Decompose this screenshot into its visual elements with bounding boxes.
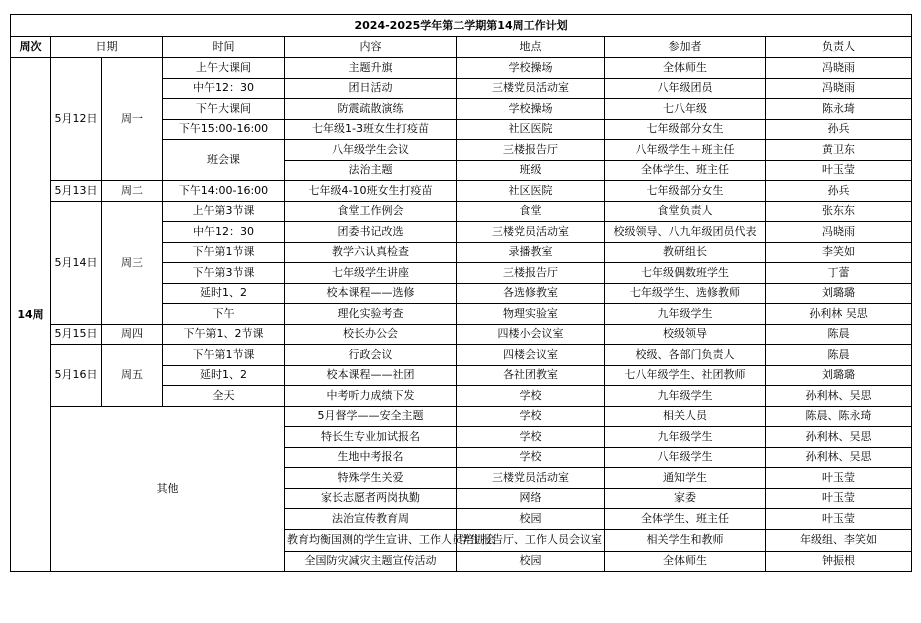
date-cell: 5月12日 xyxy=(51,58,102,181)
owner-cell: 李笑如 xyxy=(766,242,912,263)
header-owner: 负责人 xyxy=(766,37,912,58)
other-label-cell: 其他 xyxy=(51,406,285,572)
owner-cell: 钟振根 xyxy=(766,551,912,572)
time-cell: 延时1、2 xyxy=(163,365,285,386)
time-cell: 中午12：30 xyxy=(163,222,285,243)
content-cell: 教育均衡国测的学生宣讲、工作人员培训会 xyxy=(285,529,457,551)
content-cell: 主题升旗 xyxy=(285,58,457,79)
attendees-cell: 八年级团员 xyxy=(605,78,766,99)
owner-cell: 叶玉莹 xyxy=(766,468,912,489)
date-cell: 5月14日 xyxy=(51,201,102,324)
time-cell: 全天 xyxy=(163,386,285,407)
attendees-cell: 教研组长 xyxy=(605,242,766,263)
header-place: 地点 xyxy=(457,37,605,58)
time-cell: 中午12：30 xyxy=(163,78,285,99)
owner-cell: 孙兵 xyxy=(766,119,912,140)
attendees-cell: 校级、各部门负责人 xyxy=(605,345,766,366)
header-date: 日期 xyxy=(51,37,163,58)
content-cell: 校长办公会 xyxy=(285,324,457,345)
time-cell: 下午14:00-16:00 xyxy=(163,181,285,202)
attendees-cell: 七八年级学生、社团教师 xyxy=(605,365,766,386)
place-cell: 各社团教室 xyxy=(457,365,605,386)
time-cell: 下午大课间 xyxy=(163,99,285,120)
attendees-cell: 七年级部分女生 xyxy=(605,181,766,202)
attendees-cell: 相关人员 xyxy=(605,406,766,427)
content-cell: 理化实验考查 xyxy=(285,304,457,325)
owner-cell: 叶玉莹 xyxy=(766,509,912,530)
time-cell: 下午第1节课 xyxy=(163,242,285,263)
content-cell: 教学六认真检查 xyxy=(285,242,457,263)
place-cell: 三楼党员活动室 xyxy=(457,468,605,489)
place-cell: 录播教室 xyxy=(457,242,605,263)
owner-cell: 叶玉莹 xyxy=(766,160,912,181)
place-cell: 物理实验室 xyxy=(457,304,605,325)
attendees-cell: 七年级学生、选修教师 xyxy=(605,283,766,304)
place-cell: 班级 xyxy=(457,160,605,181)
weekday-cell: 周三 xyxy=(102,201,163,324)
time-cell: 上午第3节课 xyxy=(163,201,285,222)
content-cell: 七年级学生讲座 xyxy=(285,263,457,284)
place-cell: 社区医院 xyxy=(457,181,605,202)
content-cell: 食堂工作例会 xyxy=(285,201,457,222)
place-cell: 三楼党员活动室 xyxy=(457,78,605,99)
attendees-cell: 相关学生和教师 xyxy=(605,529,766,551)
owner-cell: 孙利林、吴思 xyxy=(766,386,912,407)
owner-cell: 陈永琦 xyxy=(766,99,912,120)
work-plan-table xyxy=(10,14,912,572)
place-cell: 学校 xyxy=(457,406,605,427)
header-week: 周次 xyxy=(11,37,51,58)
owner-cell: 孙利林 吴思 xyxy=(766,304,912,325)
owner-cell: 冯晓雨 xyxy=(766,78,912,99)
attendees-cell: 八年级学生＋班主任 xyxy=(605,140,766,161)
attendees-cell: 食堂负责人 xyxy=(605,201,766,222)
content-cell: 八年级学生会议 xyxy=(285,140,457,161)
time-cell: 下午第1、2节课 xyxy=(163,324,285,345)
place-cell: 学校操场 xyxy=(457,58,605,79)
owner-cell: 冯晓雨 xyxy=(766,58,912,79)
place-cell: 社区医院 xyxy=(457,119,605,140)
content-cell: 校本课程——社团 xyxy=(285,365,457,386)
content-cell: 特长生专业加试报名 xyxy=(285,427,457,448)
owner-cell: 孙利林、吴思 xyxy=(766,447,912,468)
content-cell: 法治宣传教育周 xyxy=(285,509,457,530)
attendees-cell: 全体学生、班主任 xyxy=(605,509,766,530)
weekday-cell: 周二 xyxy=(102,181,163,202)
attendees-cell: 七八年级 xyxy=(605,99,766,120)
place-cell: 三楼报告厅 xyxy=(457,140,605,161)
time-cell: 班会课 xyxy=(163,140,285,181)
weekday-cell: 周五 xyxy=(102,345,163,407)
place-cell: 学校 xyxy=(457,427,605,448)
content-cell: 法治主题 xyxy=(285,160,457,181)
content-cell: 七年级1-3班女生打疫苗 xyxy=(285,119,457,140)
place-cell: 三楼党员活动室 xyxy=(457,222,605,243)
place-cell: 学校操场 xyxy=(457,99,605,120)
time-cell: 下午第1节课 xyxy=(163,345,285,366)
attendees-cell: 家委 xyxy=(605,488,766,509)
content-cell: 中考听力成绩下发 xyxy=(285,386,457,407)
owner-cell: 孙兵 xyxy=(766,181,912,202)
owner-cell: 陈晨、陈永琦 xyxy=(766,406,912,427)
time-cell: 上午大课间 xyxy=(163,58,285,79)
place-cell: 学校 xyxy=(457,447,605,468)
owner-cell: 黄卫东 xyxy=(766,140,912,161)
content-cell: 行政会议 xyxy=(285,345,457,366)
date-cell: 5月15日 xyxy=(51,324,102,345)
attendees-cell: 校级领导、八九年级团员代表 xyxy=(605,222,766,243)
owner-cell: 刘璐璐 xyxy=(766,283,912,304)
place-cell: 四楼会议室 xyxy=(457,345,605,366)
table-title: 2024-2025学年第二学期第14周工作计划 xyxy=(11,15,912,37)
week-cell: 14周 xyxy=(11,58,51,572)
date-cell: 5月16日 xyxy=(51,345,102,407)
attendees-cell: 九年级学生 xyxy=(605,386,766,407)
attendees-cell: 校级领导 xyxy=(605,324,766,345)
content-cell: 5月督学——安全主题 xyxy=(285,406,457,427)
time-cell: 延时1、2 xyxy=(163,283,285,304)
owner-cell: 年级组、李笑如 xyxy=(766,529,912,551)
place-cell: 校园 xyxy=(457,551,605,572)
content-cell: 校本课程——选修 xyxy=(285,283,457,304)
place-cell: 四楼小会议室 xyxy=(457,324,605,345)
content-cell: 家长志愿者两岗执勤 xyxy=(285,488,457,509)
owner-cell: 丁蕾 xyxy=(766,263,912,284)
owner-cell: 张东东 xyxy=(766,201,912,222)
place-cell: 校园 xyxy=(457,509,605,530)
content-cell: 团日活动 xyxy=(285,78,457,99)
place-cell: 学生报告厅、工作人员会议室 xyxy=(457,529,605,551)
date-cell: 5月13日 xyxy=(51,181,102,202)
owner-cell: 刘璐璐 xyxy=(766,365,912,386)
place-cell: 三楼报告厅 xyxy=(457,263,605,284)
content-cell: 生地中考报名 xyxy=(285,447,457,468)
attendees-cell: 全体师生 xyxy=(605,58,766,79)
attendees-cell: 八年级学生 xyxy=(605,447,766,468)
place-cell: 各选修教室 xyxy=(457,283,605,304)
header-time: 时间 xyxy=(163,37,285,58)
header-attendees: 参加者 xyxy=(605,37,766,58)
attendees-cell: 九年级学生 xyxy=(605,427,766,448)
attendees-cell: 七年级偶数班学生 xyxy=(605,263,766,284)
owner-cell: 叶玉莹 xyxy=(766,488,912,509)
attendees-cell: 全体学生、班主任 xyxy=(605,160,766,181)
attendees-cell: 七年级部分女生 xyxy=(605,119,766,140)
attendees-cell: 通知学生 xyxy=(605,468,766,489)
time-cell: 下午15:00-16:00 xyxy=(163,119,285,140)
time-cell: 下午第3节课 xyxy=(163,263,285,284)
place-cell: 食堂 xyxy=(457,201,605,222)
place-cell: 网络 xyxy=(457,488,605,509)
owner-cell: 冯晓雨 xyxy=(766,222,912,243)
weekday-cell: 周四 xyxy=(102,324,163,345)
header-content: 内容 xyxy=(285,37,457,58)
content-cell: 全国防灾减灾主题宣传活动 xyxy=(285,551,457,572)
content-cell: 特殊学生关爱 xyxy=(285,468,457,489)
time-cell: 下午 xyxy=(163,304,285,325)
content-cell: 防震疏散演练 xyxy=(285,99,457,120)
weekday-cell: 周一 xyxy=(102,58,163,181)
owner-cell: 孙利林、吴思 xyxy=(766,427,912,448)
content-cell: 团委书记改选 xyxy=(285,222,457,243)
content-cell: 七年级4-10班女生打疫苗 xyxy=(285,181,457,202)
place-cell: 学校 xyxy=(457,386,605,407)
attendees-cell: 九年级学生 xyxy=(605,304,766,325)
attendees-cell: 全体师生 xyxy=(605,551,766,572)
owner-cell: 陈晨 xyxy=(766,324,912,345)
owner-cell: 陈晨 xyxy=(766,345,912,366)
